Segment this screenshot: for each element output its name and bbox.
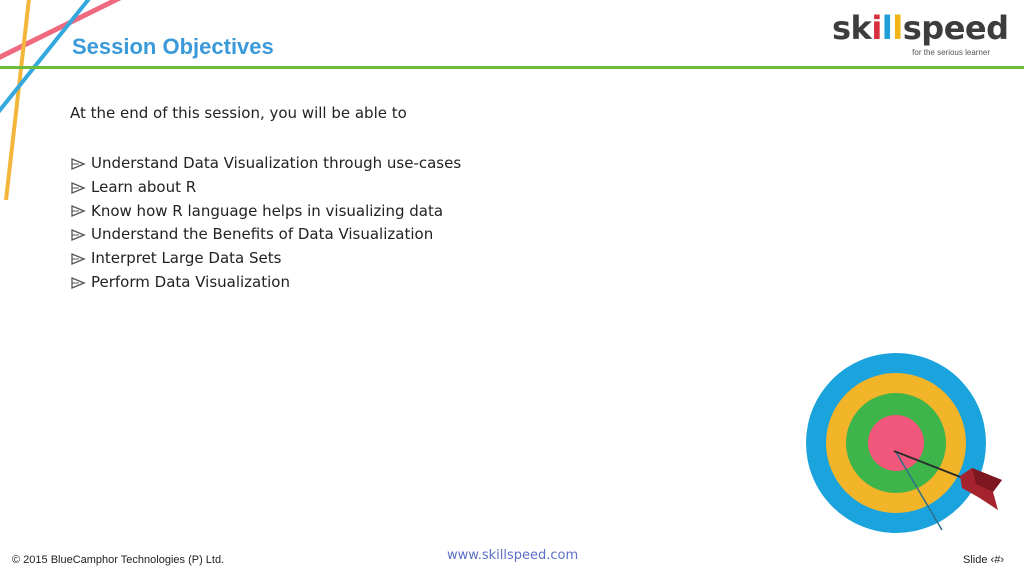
objective-item: [70, 247, 461, 271]
triangle-bullet-icon: [70, 229, 86, 241]
header-divider: [0, 66, 1024, 69]
objective-text: Perform Data Visualization: [91, 272, 290, 291]
logo-word-speed: speed: [902, 9, 1009, 47]
triangle-bullet-icon: [70, 253, 86, 265]
logo-tagline: for the serious learner: [912, 48, 990, 57]
logo-wordmark: [832, 10, 1009, 46]
logo-letter-s: s: [832, 9, 851, 47]
objective-text: Interpret Large Data Sets: [91, 249, 282, 268]
objective-text: Learn about R: [91, 177, 197, 196]
objectives-list: [70, 152, 461, 295]
brand-logo: [832, 9, 1009, 62]
logo-letter-l-blue: l: [881, 9, 893, 47]
target-bullseye: [868, 415, 924, 471]
target-with-arrow-icon: [800, 352, 1010, 542]
objective-text: Understand Data Visualization through use-cases: [91, 154, 462, 172]
intro-text: At the end of this session, you will be able to: [70, 104, 407, 122]
triangle-bullet-icon: [70, 158, 86, 170]
logo-letter-k: k: [850, 9, 872, 47]
objective-item: [70, 271, 461, 295]
triangle-bullet-icon: [70, 182, 86, 194]
objective-text: Understand the Benefits of Data Visualization: [91, 225, 434, 244]
objective-text: Know how R language helps in visualizing data: [91, 201, 444, 220]
triangle-bullet-icon: [70, 205, 86, 217]
objective-item: [70, 200, 461, 224]
logo-letter-i: i: [871, 9, 882, 47]
objective-item: [70, 152, 461, 176]
footer-slide-number: Slide ‹#›: [963, 554, 1004, 566]
objective-item: [70, 223, 461, 247]
footer-website-link[interactable]: www.skillspeed.com: [447, 548, 579, 563]
triangle-bullet-icon: [70, 277, 86, 289]
slide-title: Session Objectives: [72, 34, 274, 59]
footer-copyright: © 2015 BlueCamphor Technologies (P) Ltd.: [12, 554, 225, 566]
objective-item: [70, 176, 461, 200]
logo-letter-l-yellow: l: [892, 9, 903, 47]
